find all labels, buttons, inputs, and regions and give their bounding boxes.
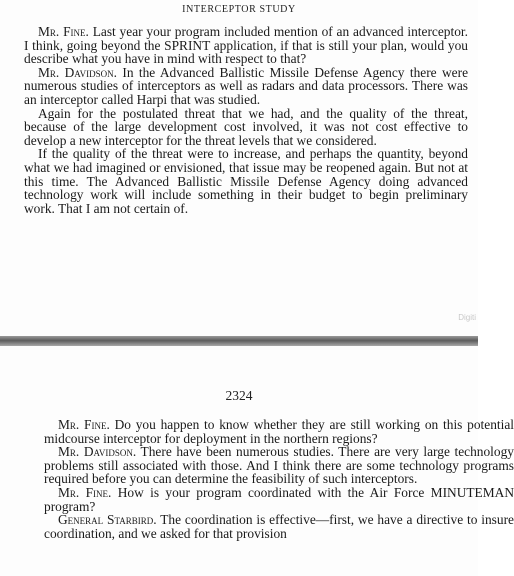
- page-separator: [0, 336, 478, 346]
- paragraph-text: Do you happen to know whether they are still working on this potential midcourse interceptor for deployment in the northern regions?: [44, 417, 514, 446]
- speaker-name: Mr. Fine.: [58, 417, 110, 432]
- paragraph-text: Last year your program included mention of an advanced interceptor. I think, going beyond the SPRINT application, if that is still your plan, would you describe what you have in mind with respect to that?: [24, 24, 468, 67]
- paragraph: [24, 25, 468, 66]
- body-text-bottom: [44, 418, 514, 540]
- speaker-name: Mr. Fine.: [38, 24, 89, 39]
- paragraph-text: How is your program coordinated with the Air Force MINUTEMAN program?: [44, 484, 514, 514]
- body-text-top: [24, 25, 468, 215]
- paragraph: [44, 445, 514, 486]
- paragraph: [24, 66, 468, 107]
- paragraph: [44, 418, 514, 445]
- running-head: INTERCEPTOR STUDY: [182, 4, 296, 15]
- paragraph-text: Again for the postulated threat that we had, and the quality of the threat, because of the large development cost involved, it was not cost effective to develop a new interceptor for the threat levels that we considered.: [24, 105, 468, 148]
- paragraph-text: If the quality of the threat were to increase, and perhaps the quantity, beyond what we had imagined or envisioned, that issue may be reopened again. But not at this time. The Advanced Ballistic Missile Defense Agency doing advanced technology work will include something in their budget to begin preliminary work. That I am not certain of.: [24, 146, 468, 216]
- paragraph: [44, 513, 514, 540]
- speaker-name: Mr. Davidson.: [38, 64, 117, 80]
- speaker-name: Mr. Davidson.: [58, 444, 137, 460]
- paragraph-text: In the Advanced Ballistic Missile Defense Agency there were numerous studies of interceptors as well as radars and data processors. There was an interceptor called Harpi that was studied.: [24, 64, 469, 107]
- paragraph-text: The coordination is effective—first, we have a directive to insure coordination, and we asked for that provision: [44, 512, 514, 541]
- speaker-name: General Starbird.: [58, 512, 157, 528]
- paragraph: [44, 486, 514, 513]
- paragraph: [24, 107, 468, 148]
- document-page-bottom: [0, 346, 514, 576]
- paragraph: [24, 147, 468, 215]
- speaker-name: Mr. Fine.: [58, 484, 112, 500]
- digitization-watermark: Digiti: [458, 313, 476, 322]
- page-number: 2324: [225, 388, 253, 403]
- paragraph-text: There have been numerous studies. There are very large technology problems still associated with those. And I think there are some technology programs required before you can determine the feasibility of such interceptors.: [44, 444, 514, 487]
